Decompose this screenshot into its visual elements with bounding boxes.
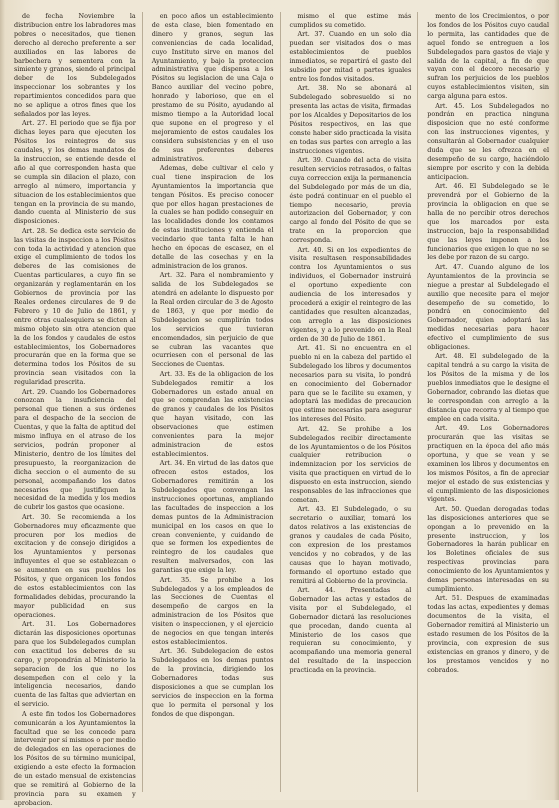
- paragraph: Art. 30. Se recomienda a los Gobernadores muy eficazmente que procuren por los medios de excitacion y de consejo dirigidos a los Ayuntamientos y personas influyentes el que se establezcan o se aumenten en sus pueblos los Pósitos, y que organicen los fondos de estos establecimientos con las formalidades debidas, procurando la mayor publicidad en sus operaciones.: [14, 512, 136, 619]
- paper-edge-shadow-left: [0, 0, 5, 800]
- paragraph: Art. 31. Los Gobernadores dictarán las disposiciones oportunas para que los Subdelegados cumplan con exactitud los deberes de su cargo, y propondrán al Ministerio la separacion de los que no los desempeñen con el celo y la inteligencia necesarios, dando cuenta de las faltas que adviertan en el servicio.: [14, 620, 136, 709]
- paragraph: Art. 38. No se abonará al Subdelegado sobresueldo si no presenta las actas de visita, firmadas por los Alcaldes y Depositarios de los Pósitos respectivos, en las que conste haber sido practicada la visita en todas sus partes con arreglo a las instrucciones vigentes.: [289, 84, 412, 155]
- paragraph: mismo el que estime más cumplidos su cometido.: [289, 12, 412, 29]
- paragraph: Art. 44. Presentadas al Gobernador las actas y estados de visita por el Subdelegado, el Gobernador dictará las resoluciones que procedan, dando cuenta al Ministerio de los casos que requieran su conocimiento, y acompañando una memoria general del resultado de la inspeccion practicada en la provincia.: [289, 586, 412, 675]
- paragraph: Art. 36. Subdelegacion de estos Subdelegados en los demas puntos de la provincia, dirigiendo los Gobernadores todas sus disposiciones a que se cumplan los servicios de inspeccion en la forma que lo permita el personal y los fondos de que dispongan.: [151, 647, 274, 718]
- column-3: [290, 12, 419, 792]
- paragraph: Art. 39. Cuando del acta de visita resulten servicios retrasados, o faltas cuya correccion exija la permanencia del Subdelegado por más de un dia, éste podrá continuar en el pueblo el tiempo necesario, previa autorizacion del Gobernador, y con cargo al fondo del Pósito de que se trate en la proporcion que corresponda.: [289, 156, 412, 245]
- text-columns: [14, 12, 549, 807]
- column-4: [427, 12, 549, 792]
- paper-edge-shadow-right: [554, 0, 559, 800]
- paragraph: Art. 48. El subdelegado de la capital tendrá a su cargo la visita de los Pósitos de la misma y de los pueblos inmediatos que le designe el Gobernador, cobrando las dietas que le correspondan con arreglo a la distancia que recorra y al tiempo que emplee en cada visita.: [427, 352, 549, 423]
- paragraph: Art. 27. El periodo que se fija por dichas leyes para que ejecuten los Pósitos los reintegros de sus caudales, y los demas mandatos de la instruccion, se entiende desde el año al que corresponden hasta que se cumpla sin dilacion el plazo, con arreglo al número, importancia y situacion de los establecimientos que tengan en la provincia de su mando, dando cuenta al Ministerio de sus disposiciones.: [14, 119, 136, 226]
- paragraph: Art. 46. El Subdelegado se le prevendrá por el Gobierno de la provincia la obligacion en que se halla de no percibir otros derechos que los marcados por esta instruccion, bajo la responsabilidad que las leyes imponen a los funcionarios que exigen lo que no se les debe por razon de su cargo.: [427, 182, 549, 262]
- paragraph: de fecha Noviembre la distribucion entre los labradores mas pobres o necesitados, que tienen derecho al derecho preferente a ser auxiliados en las labores de barbechera y sementera con la simiente y granos, siendo el principal deber de los Subdelegados inspeccionar los sobrantes y los repartimientos concedidos para que no se aplique a otros fines que los señalados por las leyes.: [14, 12, 136, 118]
- paragraph: Art. 32. Para el nombramiento y salida de los Subdelegados se atendrá en adelante lo dispuesto por la Real orden circular de 3 de Agosto de 1863, y que por medio de Subdelegacion se cumplirán todos los servicios que tuvieran encomendados, sin perjuicio de que se cubran las vacantes que ocurriesen con el personal de las Secciones de Cuentas.: [151, 271, 274, 369]
- paragraph: Art. 40. Si en los expedientes de visita resultasen responsabilidades contra los Ayuntamientos o sus individuos, el Gobernador instruirá el oportuno expediente con audiencia de los interesados y procederá a exigir el reintegro de las cantidades que resulten alcanzadas, con arreglo a las disposiciones vigentes, y a lo prevenido en la Real orden de 30 de Julio de 1861.: [289, 245, 412, 343]
- paragraph: Art. 41. Si no encuentra en el pueblo ni en la cabeza del partido el Subdelegado los libros y documentos necesarios para su visita, lo pondrá en conocimiento del Gobernador para que se le facilite su examen, y adoptará las medidas de precaucion que estime necesarias para asegurar los intereses del Pósito.: [289, 344, 412, 424]
- paragraph: Art. 29. Cuando los Gobernadores conozcan la insuficiencia del personal que tienen a sus órdenes para el despacho de la seccion de Cuentas, y que la falta de aptitud del mismo influya en el atraso de los servicios, podrán proponer al Ministerio, dentro de los límites del presupuesto, la reorganizacion de dicha seccion o el aumento de su personal, acompañando los datos necesarios que justifiquen la necesidad de la medida y los medios de cubrir los gastos que ocasione.: [14, 387, 136, 512]
- paragraph: en poco años un establecimiento de esta clase, bien fomentado en dinero y granos, segun las conveniencias de cada localidad, cuyo Instituto sirve en manos del Ayuntamiento, y bajo la proteccion administrativa que dispensa a los Pósitos su legislacion de una Caja o Banco auxiliar del vecino pobre, honrado y laborioso, que en el prestamo de su Pósito, ayudando al mismo tiempo a la Autoridad local que supone en el progreso y el mejoramiento de estos caudales los considera subsistencias y en el uso de sus preferentes deberes administrativos.: [151, 12, 274, 163]
- paragraph: Art. 51. Despues de examinadas todas las actas, expedientes y demas documentos de la visita, el Gobernador remitirá al Ministerio un estado resumen de los Pósitos de la provincia, con expresion de sus existencias en granos y dinero, y de los prestamos vencidos y no cobrados.: [427, 594, 549, 674]
- column-1: [14, 12, 143, 807]
- paragraph: A este fin todos los Gobernadores comunicarán a los Ayuntamientos la facultad que se les concede para intervenir por sí mismos o por medio de delegados en las operaciones de los Pósitos de su término municipal, exigiendo a este efecto la formacion de un estado mensual de existencias que se remitirá al Gobierno de la provincia para su examen y aprobacion.: [14, 709, 136, 807]
- paragraph: Art. 33. Es de la obligacion de los Subdelegados remitir a los Gobernadores un estado anual en que se comprendan las existencias de granos y caudales de los Pósitos que hayan visitado, con las observaciones que estimen convenientes para la mejor administracion de estos establecimientos.: [151, 369, 274, 458]
- paragraph: Art. 42. Se prohibe a los Subdelegados recibir directamente de los Ayuntamientos o de los Pósitos cualquier retribucion o indemnizacion por los servicios de visita que practiquen en virtud de lo dispuesto en esta instruccion, siendo responsables de las infracciones que cometan.: [289, 424, 412, 504]
- paragraph: mento de los Crecimientos, o por los fondos de los Pósitos cuyo caudal lo permita, las cantidades que de aquel fondo se entreguen a los Subdelegados para gastos de viaje y salida de la capital, a fin de que vayan con el decoro necesario y sufran los perjuicios de los pueblos cuyos establecimientos visiten, sin carga alguna para estos.: [427, 12, 549, 101]
- paragraph: Art. 47. Cuando alguno de los Ayuntamientos de la provincia se niegue a prestar al Subdelegado el auxilio que necesite para el mejor desempeño de su cometido, lo pondrá en conocimiento del Gobernador, quien adoptará las medidas necesarias para hacer efectivo el cumplimiento de sus obligaciones.: [427, 262, 549, 352]
- paragraph: Art. 45. Los Subdelegados no pondrán en practica ninguna disposicion que no esté conforme con las instrucciones vigentes, y consultarán al Gobernador cualquier duda que se les ofrezca en el desempeño de su cargo, haciéndolo siempre por escrito y con la debida anticipacion.: [427, 101, 549, 181]
- paragraph: Art. 28. Se dedica este servicio de las visitas de inspeccion a los Pósitos con toda la actividad y atencion que exige el cumplimiento de todos los deberes de las comisiones de Cuentas particulares, a cuyo fin se organizarán y reglamentarán en los Gobiernos de provincia por las Reales ordenes circulares de 9 de Febrero y 10 de Julio de 1861, y entre otras cualesquiera se dicten al mismo objeto sin otra atencion que la de los fondos y caudales de estos establecimientos, los Gobernadores procurarán que en la forma que se determina todos los Pósitos de su provincia sean visitados con la regularidad prescrita.: [14, 226, 136, 387]
- column-2: [152, 12, 281, 792]
- paragraph: Art. 37. Cuando en un solo dia puedan ser visitados dos o mas establecimientos de pueblos inmediatos, se repartirá el gasto del subsidio por mitad o partes iguales entre los fondos visitados.: [289, 30, 412, 83]
- paragraph: Art. 50. Quedan derogadas todas las disposiciones anteriores que se opongan a lo prevenido en la presente instruccion, y los Gobernadores la harán publicar en los Boletines oficiales de sus respectivas provincias para conocimiento de los Ayuntamientos y demas personas interesadas en su cumplimiento.: [427, 504, 549, 593]
- paragraph: Art. 43. El Subdelegado, o su secretario o auxiliar, tomará los datos relativos a las existencias de granos y caudales de cada Pósito, con expresion de los prestamos vencidos y no cobrados, y de las causas que lo hayan motivado, formando el oportuno estado que remitirá al Gobierno de la provincia.: [289, 505, 412, 585]
- paragraph: Art. 49. Los Gobernadores procurarán que las visitas se practiquen en la época del año más oportuna, y que se vean y se examinen los libros y documentos en los mismos Pósitos, a fin de apreciar mejor el estado de sus existencias y el cumplimiento de las disposiciones vigentes.: [427, 424, 549, 504]
- paragraph: Art. 34. En virtud de las datos que ofrecen estos estados, los Gobernadores remitirán a los Subdelegados que convengan las instrucciones oportunas, ampliando las facultades de inspeccion a los demas puntos de la Administracion municipal en los casos en que lo crean conveniente, y cuidando de que se formen los expedientes de reintegro de los caudales que resulten malversados, con las garantias que exige la ley.: [151, 459, 274, 575]
- paragraph: Ademas, debe cultivar el celo y cual tiene inspiracion de los Ayuntamientos la importancia que tengan Pósitos. Es preciso conocer que por ellos hagan prestaciones de la cuales se han podido conseguir en las localidades donde los contamos de estas instituciones y entienda el vecindario que tanta falta le han hecho en épocas de escasez, en el detalle de las cosechas y en la administracion de los granos.: [151, 163, 274, 270]
- paragraph: Art. 35. Se prohibe a los Subdelegados y a los empleados de las Secciones de Cuentas el desempeño de cargos en la administracion de los Pósitos que visiten o inspeccionen, y el ejercicio de negocios en que tengan interés estos establecimientos.: [151, 575, 274, 646]
